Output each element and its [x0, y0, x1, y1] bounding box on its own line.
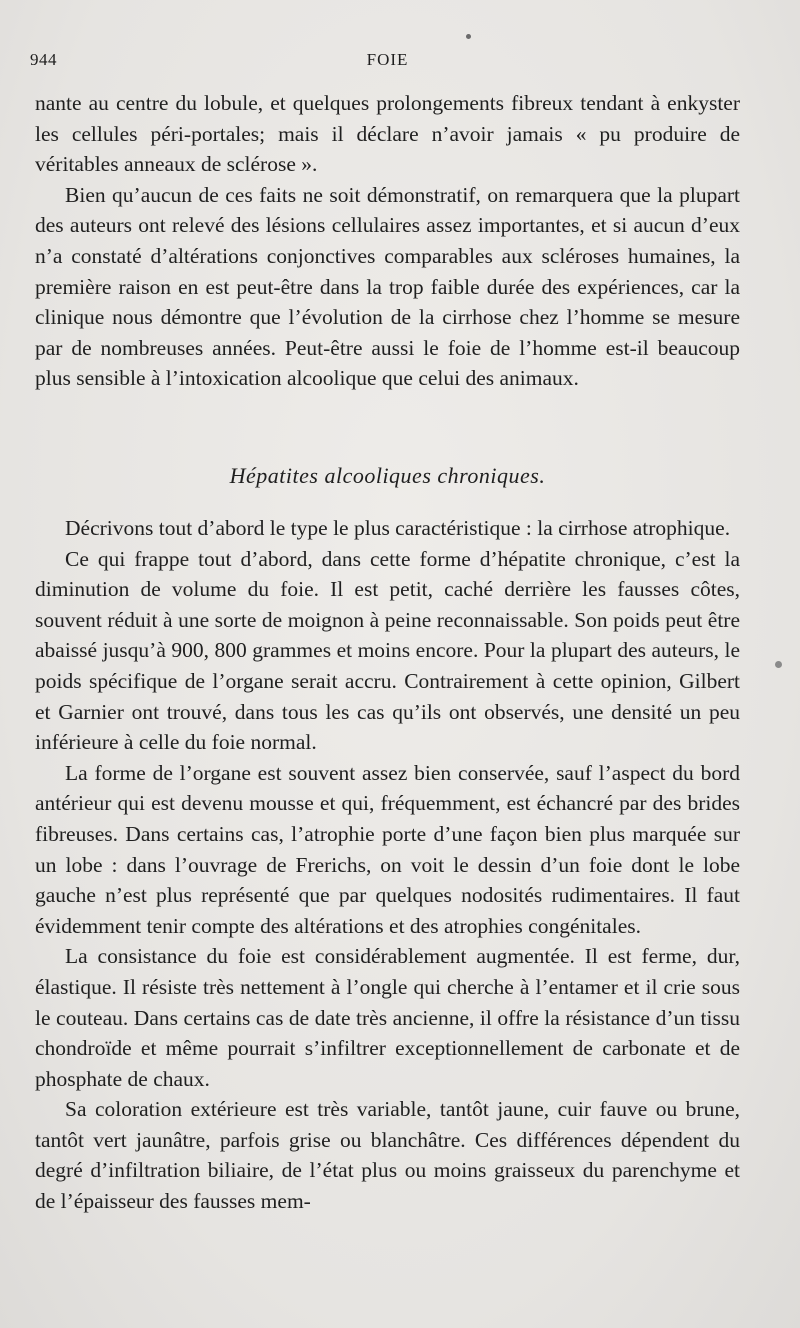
running-title: FOIE — [366, 50, 409, 69]
paragraph: nante au centre du lobule, et quelques prolongements fibreux tendant à enkyster les cellules péri-portales; mais il déclare n’avoir jamais « pu produire de véritables anneaux de sclérose ». — [35, 91, 740, 177]
section-heading: Hépatites alcooliques chroniques. — [229, 463, 546, 488]
text-block-intro — [35, 88, 740, 394]
print-speck — [466, 34, 471, 39]
paragraph: Ce qui frappe tout d’abord, dans cette forme d’hépatite chronique, c’est la diminution de volume du foie. Il est petit, caché derrière les fausses côtes, souvent réduit à une sorte de moignon à peine reconnaissable. Son poids peut être abaissé jusqu’à 900, 800 grammes et moins encore. Pour la plupart des auteurs, le poids spécifique de l’organe serait accru. Contrairement à cette opinion, Gilbert et Garnier ont trouvé, dans tous les cas qu’ils ont observés, une densité un peu inférieure à celle du foie normal. — [35, 546, 740, 755]
print-speck — [775, 661, 782, 668]
text-block-main — [35, 513, 740, 1217]
paragraph: Sa coloration extérieure est très variable, tantôt jaune, cuir fauve ou brune, tantôt vert jaunâtre, parfois grise ou blanchâtre. Ces différences dépendent du degré d’infiltration biliaire, de l’état plus ou moins graisseux du parenchyme et de l’épaisseur des fausses mem- — [35, 1097, 740, 1214]
paragraph: Bien qu’aucun de ces faits ne soit démonstratif, on remarquera que la plupart des auteurs ont relevé des lésions cellulaires assez importantes, et si aucun d’eux n’a constaté d’altérations conjonctives comparables aux scléroses humaines, la première raison en est peut-être dans la trop faible durée des expériences, car la clinique nous démontre que l’évolution de la cirrhose chez l’homme se mesure par de nombreuses années. Peut-être aussi le foie de l’homme est-il beaucoup plus sensible à l’intoxication alcoolique que celui des animaux. — [35, 182, 740, 391]
page-header — [30, 50, 745, 74]
paragraph: La consistance du foie est considérablement augmentée. Il est ferme, dur, élastique. Il résiste très nettement à l’ongle qui cherche à l’entamer et il crie sous le couteau. Dans certains cas de date très ancienne, il offre la résistance d’un tissu chondroïde et même pourrait s’infiltrer exceptionnellement de carbonate et de phosphate de chaux. — [35, 944, 740, 1091]
page-number: 944 — [30, 50, 57, 69]
paragraph: Décrivons tout d’abord le type le plus caractéristique : la cirrhose atrophique. — [65, 516, 731, 540]
paragraph: La forme de l’organe est souvent assez bien conservée, sauf l’aspect du bord antérieur qui est devenu mousse et qui, fréquemment, est échancré par des brides fibreuses. Dans certains cas, l’atrophie porte d’une façon bien plus marquée sur un lobe : dans l’ouvrage de Frerichs, on voit le dessin d’un foie dont le lobe gauche n’est plus représenté que par quelques nodosités rudimentaires. Il faut évidemment tenir compte des altérations et des atrophies congénitales. — [35, 760, 740, 938]
